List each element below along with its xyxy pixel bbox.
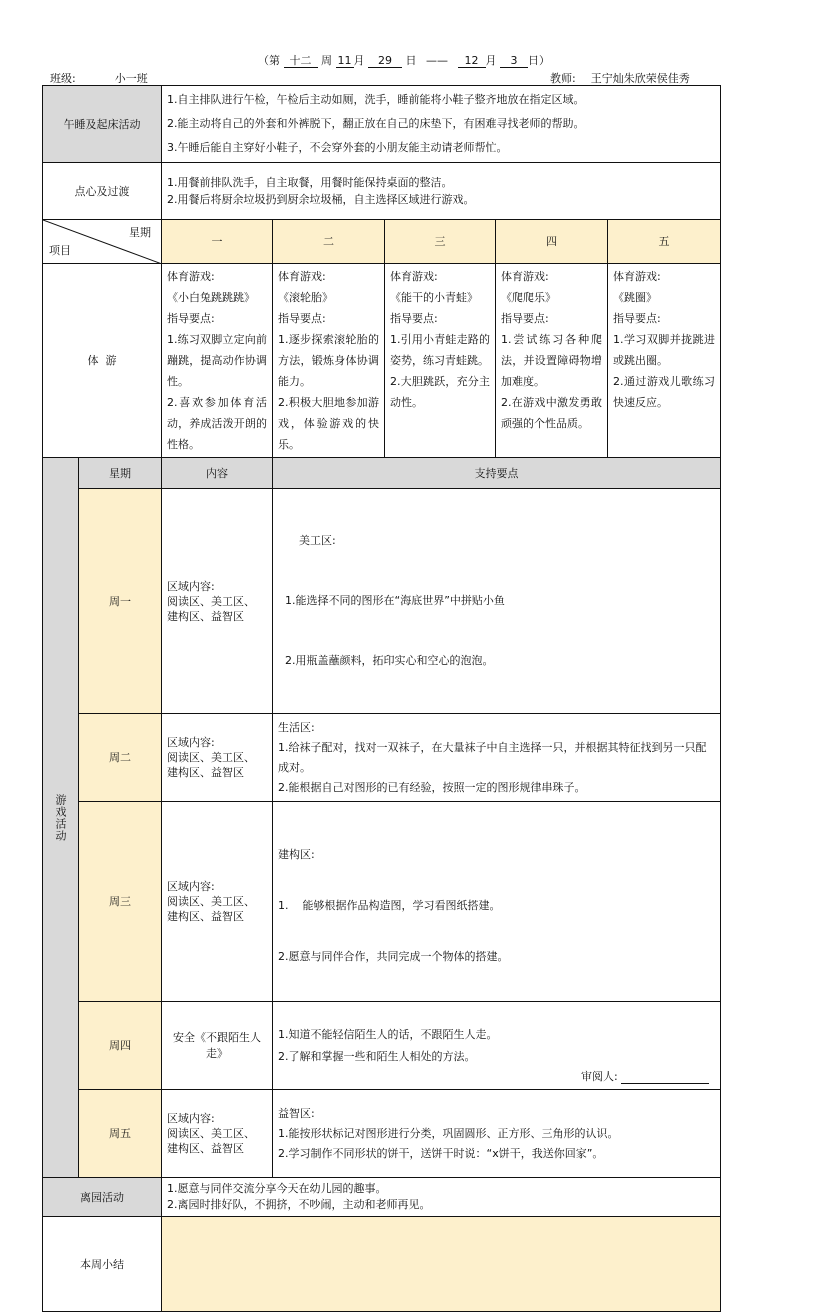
leave-row <box>43 1178 721 1217</box>
week-word: 周 <box>321 54 332 67</box>
pe-point-1: 1.逐步探索滚轮胎的方法，锻炼身体协调能力。 <box>278 333 379 388</box>
leave-content <box>162 1178 721 1217</box>
summary-label: 本周小结 <box>43 1217 162 1312</box>
support-line: 建构区: <box>278 848 315 861</box>
support-line: 1.能选择不同的图形在“海底世界”中拼贴小鱼 <box>278 594 505 607</box>
support-line: 益智区: <box>278 1106 315 1120</box>
pe-point-2: 2.通过游戏儿歌练习快速反应。 <box>613 375 716 409</box>
month-word: 月 <box>353 54 365 67</box>
week-date-range <box>258 52 550 68</box>
pe-day-tue <box>273 264 385 458</box>
games-week: 周三 <box>79 802 162 1002</box>
nap-line: 1.自主排队进行午检，午检后主动如厕，洗手，睡前能将小鞋子整齐地放在指定区域。 <box>167 93 585 106</box>
games-col-week: 星期 <box>79 458 162 489</box>
reviewer-label: 审阅人: <box>581 1070 618 1083</box>
day-header-thu: 四 <box>496 220 608 264</box>
pe-guide-label: 指导要点: <box>390 312 438 325</box>
games-content: 安全《不跟陌生人 走》 <box>162 1002 273 1090</box>
pe-guide-label: 指导要点: <box>501 312 549 325</box>
reviewer-value[interactable] <box>621 1070 709 1084</box>
day-header-wed: 三 <box>385 220 496 264</box>
games-side-text: 游戏活动 <box>54 793 67 842</box>
games-col-content: 内容 <box>162 458 273 489</box>
month-word-2: 月 <box>485 54 497 67</box>
day-word: 日 <box>405 54 417 67</box>
reviewer-field <box>581 1068 709 1084</box>
start-day: 29 <box>368 54 402 68</box>
class-info <box>50 70 183 86</box>
games-row-fri <box>43 1090 721 1178</box>
teacher-value: 王宁灿朱欣荣侯佳秀 <box>579 72 701 86</box>
pe-game-title: 《跳圈》 <box>613 291 657 304</box>
pe-point-1: 1.引用小青蛙走路的姿势，练习青蛙跳。 <box>390 333 490 367</box>
games-week: 周一 <box>79 489 162 714</box>
nap-content <box>162 86 721 163</box>
pe-game-title: 《滚轮胎》 <box>278 291 333 304</box>
end-month: 12 <box>458 54 486 68</box>
summary-row <box>43 1217 721 1312</box>
range-dash: —— <box>426 54 448 67</box>
pe-game-type: 体育游戏: <box>167 270 215 283</box>
class-value: 小一班 <box>79 72 183 86</box>
pe-point-2: 2.积极大胆地参加游戏，体验游戏的快乐。 <box>278 396 379 451</box>
games-week: 周二 <box>79 714 162 802</box>
weekly-plan-table <box>42 85 721 1312</box>
pe-day-mon <box>162 264 273 458</box>
leave-line: 2.离园时排好队，不拥挤，不吵闹，主动和老师再见。 <box>167 1198 431 1211</box>
pe-point-1: 1.尝试练习各种爬法，并设置障碍物增加难度。 <box>501 333 602 388</box>
day-header-tue: 二 <box>273 220 385 264</box>
pe-point-2: 2.大胆跳跃，充分主动性。 <box>390 375 490 409</box>
pe-guide-label: 指导要点: <box>278 312 326 325</box>
games-support <box>273 802 721 1002</box>
pe-guide-label: 指导要点: <box>613 312 661 325</box>
support-line: 生活区: <box>278 720 315 734</box>
teacher-label: 教师: <box>550 72 576 85</box>
leave-label: 离园活动 <box>43 1178 162 1217</box>
leave-line: 1.愿意与同伴交流分享今天在幼儿园的趣事。 <box>167 1182 387 1195</box>
pe-guide-label: 指导要点: <box>167 312 215 325</box>
snack-line: 2.用餐后将厨余垃圾扔到厨余垃圾桶，自主选择区域进行游戏。 <box>167 193 475 206</box>
games-content: 区域内容: 阅读区、美工区、 建构区、益智区 <box>162 714 273 802</box>
teacher-info <box>550 70 701 86</box>
pe-point-2: 2.喜欢参加体育活动，养成活泼开朗的性格。 <box>167 396 267 451</box>
pe-day-wed <box>385 264 496 458</box>
weekday-header-row <box>43 220 721 264</box>
pe-row <box>43 264 721 458</box>
support-line: 1.知道不能轻信陌生人的话，不跟陌生人走。 <box>278 1027 498 1041</box>
support-line: 1.给袜子配对，找对一双袜子，在大量袜子中自主选择一只，并根据其特征找到另一只配成对。 <box>278 740 707 774</box>
games-content: 区域内容: 阅读区、美工区、 建构区、益智区 <box>162 802 273 1002</box>
start-month: 11 <box>337 54 352 67</box>
pe-label: 体 游 <box>43 264 162 458</box>
games-week: 周四 <box>79 1002 162 1090</box>
paren-open: （第 <box>258 54 280 67</box>
day-header-mon: 一 <box>162 220 273 264</box>
pe-game-type: 体育游戏: <box>501 270 549 283</box>
games-row-tue <box>43 714 721 802</box>
nap-line: 2.能主动将自己的外套和外裤脱下，翻正放在自己的床垫下，有困难寻找老师的帮助。 <box>167 117 585 130</box>
week-number: 十二 <box>284 54 318 68</box>
games-side-label <box>43 458 79 1178</box>
pe-day-thu <box>496 264 608 458</box>
nap-row <box>43 86 721 163</box>
support-line: 2.愿意与同伴合作，共同完成一个物体的搭建。 <box>278 950 509 963</box>
pe-game-type: 体育游戏: <box>613 270 661 283</box>
support-line: 2.用瓶盖蘸颜料，拓印实心和空心的泡泡。 <box>278 654 494 667</box>
games-week: 周五 <box>79 1090 162 1178</box>
pe-game-title: 《能干的小青蛙》 <box>390 291 478 304</box>
games-header-row <box>43 458 721 489</box>
support-line: 2.了解和掌握一些和陌生人相处的方法。 <box>278 1049 476 1063</box>
snack-line: 1.用餐前排队洗手，自主取餐，用餐时能保持桌面的整洁。 <box>167 176 453 189</box>
support-line: 2.学习制作不同形状的饼干，送饼干时说：“x饼干，我送你回家”。 <box>278 1146 604 1160</box>
games-support <box>273 489 721 714</box>
support-line: 美工区: <box>278 534 336 547</box>
nap-line: 3.午睡后能自主穿好小鞋子，不会穿外套的小朋友能主动请老师帮忙。 <box>167 141 508 154</box>
pe-game-type: 体育游戏: <box>278 270 326 283</box>
class-label: 班级: <box>50 72 76 85</box>
pe-point-1: 1.练习双脚立定向前蹦跳，提高动作协调性。 <box>167 333 267 388</box>
pe-game-type: 体育游戏: <box>390 270 438 283</box>
pe-day-fri <box>608 264 721 458</box>
snack-label: 点心及过渡 <box>43 163 162 220</box>
games-col-support: 支持要点 <box>273 458 721 489</box>
weekday-axis-label: 星期 <box>129 226 151 239</box>
summary-content[interactable] <box>162 1217 721 1312</box>
games-support <box>273 714 721 802</box>
games-row-mon <box>43 489 721 714</box>
pe-game-title: 《爬爬乐》 <box>501 291 556 304</box>
pe-game-title: 《小白兔跳跳跳》 <box>167 291 255 304</box>
end-day: 3 <box>500 54 528 68</box>
snack-row <box>43 163 721 220</box>
games-row-wed <box>43 802 721 1002</box>
games-content: 区域内容: 阅读区、美工区、 建构区、益智区 <box>162 489 273 714</box>
item-axis-label: 项目 <box>49 244 71 257</box>
support-line: 2.能根据自己对图形的已有经验，按照一定的图形规律串珠子。 <box>278 780 586 794</box>
day-header-fri: 五 <box>608 220 721 264</box>
pe-point-1: 1.学习双脚并拢跳进或跳出圈。 <box>613 333 716 367</box>
pe-point-2: 2.在游戏中激发勇敢顽强的个性品质。 <box>501 396 602 430</box>
support-line: 1.能按形状标记对图形进行分类，巩固圆形、正方形、三角形的认识。 <box>278 1126 619 1140</box>
diagonal-header-cell <box>43 220 162 264</box>
games-support <box>273 1090 721 1178</box>
games-content: 区域内容: 阅读区、美工区、 建构区、益智区 <box>162 1090 273 1178</box>
day-word-end: 日） <box>528 54 550 67</box>
support-line: 1. 能够根据作品构造图，学习看图纸搭建。 <box>278 899 501 912</box>
snack-content <box>162 163 721 220</box>
nap-label: 午睡及起床活动 <box>43 86 162 163</box>
